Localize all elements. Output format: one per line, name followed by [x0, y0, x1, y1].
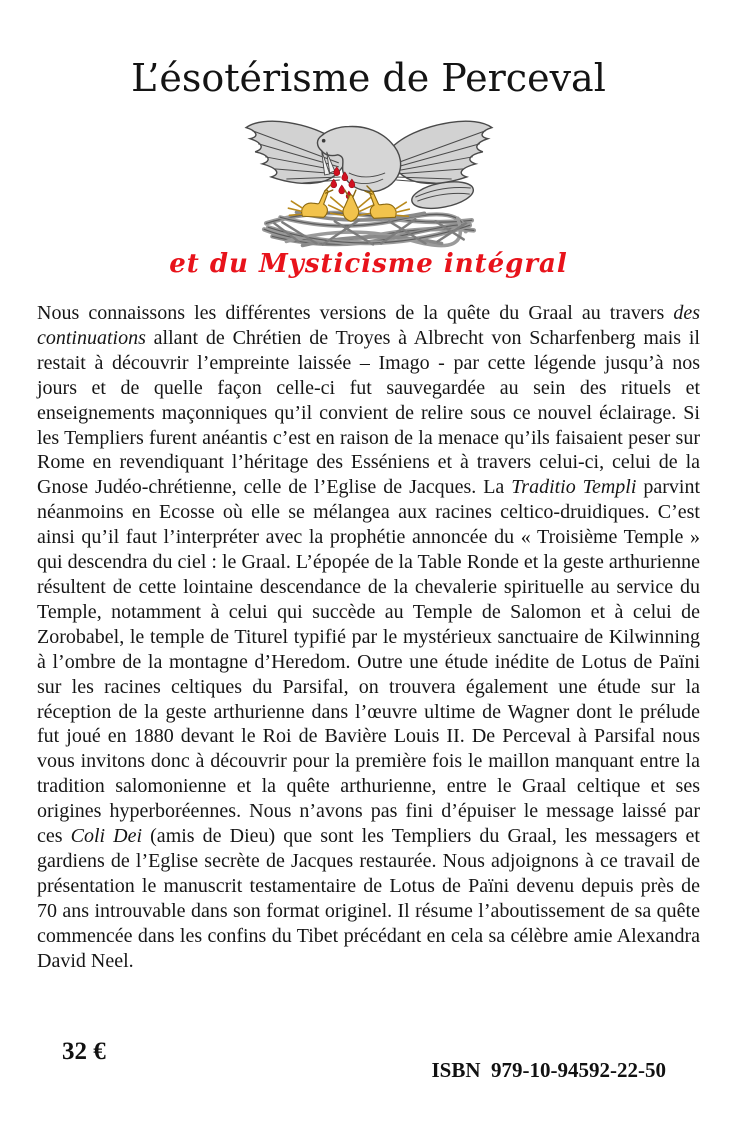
pelican-emblem: [238, 110, 500, 252]
body-text: Nous connaissons les différentes versions de la quête du Graal au travers des continuations allant de Chrétien de Troyes à Albrecht von Scharfenberg mais il restait à découvrir l’empreinte laissée – Imago - par cette légende jusqu’à nos jours et de quelle façon celle-ci fut sauvegardée au sein des rituels et enseignements maçonniques qu’il convient de relire sous ce nouvel éclairage. Si les Templiers furent anéantis c’est en raison de la menace qu’ils faisaient peser sur Rome en revendiquant l’héritage des Esséniens et à travers celui-ci, celui de la Gnose Judéo-chrétienne, celle de l’Eglise de Jacques. La Traditio Templi parvint néanmoins en Ecosse où elle se mélangea aux racines celtico-druidiques. C’est ainsi qu’il faut l’interpréter avec la prophétie annoncée du « Troisième Temple » qui descendra du ciel : le Graal. L’épopée de la Table Ronde et la geste arthurienne résultent de cette lointaine descendance de la chevalerie spirituelle au service du Temple, notamment à celui qui succède au Temple de Salomon et à celui de Zorobabel, le temple de Titurel typifié par le mystérieux sanctuaire de Kilwinning à l’ombre de la montagne d’Heredom. Outre une étude inédite de Lotus de Païni sur les racines celtiques du Parsifal, on trouvera également une étude sur la réception de la geste arthurienne dans l’œuvre ultime de Wagner dont le prélude fut joué en 1880 devant le Roi de Bavière Louis II. De Perceval à Parsifal nous vous invitons donc à découvrir pour la première fois le maillon manquant entre la tradition salomonienne et la quête arthurienne, entre le Graal celtique et ses origines hyperboréennes. Nous n’avons pas fini d’épuiser le message laissé par ces Coli Dei (amis de Dieu) que sont les Templiers du Graal, les messagers et gardiens de l’Eglise secrète de Jacques restaurée. Nous adjoignons à ce travail de présentation le manuscrit testamentaire de Lotus de Païni devenu depuis près de 70 ans introuvable dans son format originel. Il résume l’aboutissement de sa quête commencée dans les confins du Tibet précédant en cela sa célèbre amie Alexandra David Neel.: [37, 302, 701, 972]
pelican-in-piety-icon: [238, 110, 500, 252]
price-label: 32 €: [62, 1038, 106, 1065]
page-title: L’ésotérisme de Perceval: [131, 56, 606, 100]
isbn-label: ISBN 979-10-94592-22-50: [431, 1058, 666, 1082]
right-wing: [387, 121, 492, 183]
pelican-eye: [321, 139, 325, 143]
page-subtitle: et du Mysticisme intégral: [169, 249, 568, 279]
chick-right: [364, 186, 408, 218]
chicks: [288, 185, 409, 221]
